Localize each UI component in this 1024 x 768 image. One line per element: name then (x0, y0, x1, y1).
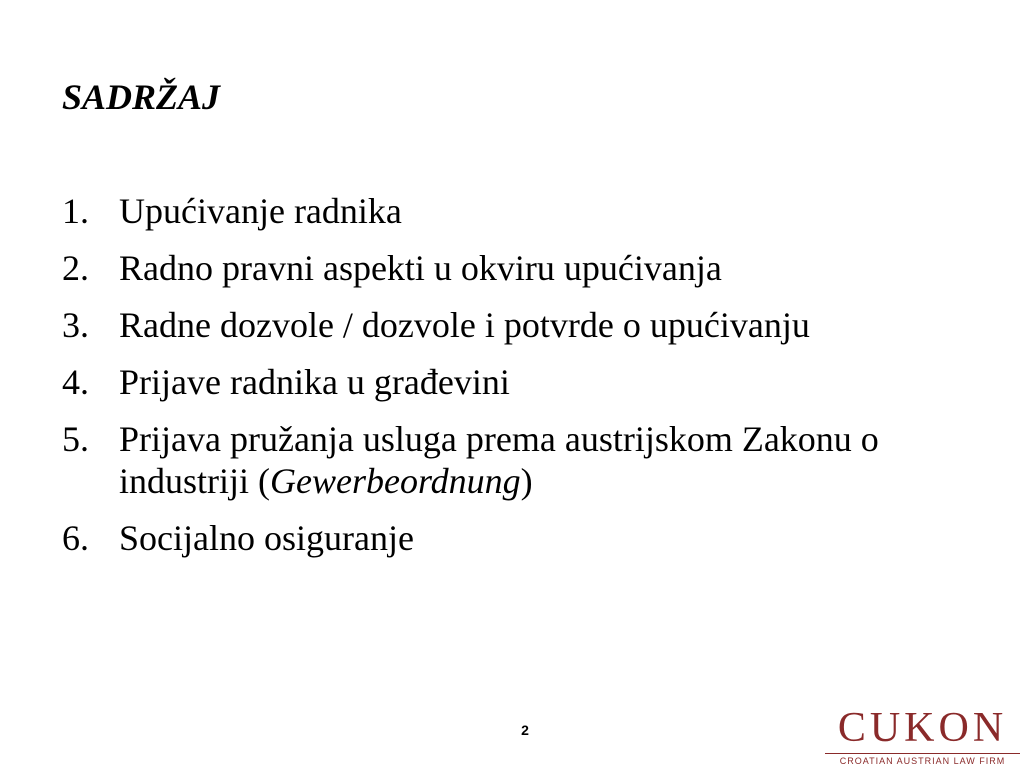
toc-item-number: 6. (62, 518, 89, 558)
toc-item-text: Radne dozvole / dozvole i potvrde o upućivanju (119, 305, 810, 345)
toc-item-number: 4. (62, 362, 89, 402)
toc-item-text: Socijalno osiguranje (119, 518, 414, 558)
logo-tagline: CROATIAN AUSTRIAN LAW FIRM (839, 756, 1006, 766)
logo-name: CUKON (837, 705, 1008, 751)
toc-item-5 (62, 418, 992, 502)
toc-item-number: 1. (62, 191, 89, 231)
toc-item-text: Upućivanje radnika (119, 191, 402, 231)
toc-item-6 (62, 517, 992, 559)
toc-item-text (119, 418, 992, 502)
page-number: 2 (521, 722, 529, 738)
toc-item-text-before: Prijava pružanja usluga prema austrijskom Zakonu o industriji ( (119, 419, 879, 501)
toc-item-text-italic: Gewerbeordnung (270, 461, 521, 501)
toc-item-2 (62, 247, 992, 289)
toc-item-number: 3. (62, 305, 89, 345)
table-of-contents (62, 190, 992, 574)
toc-item-number: 5. (62, 419, 89, 459)
toc-item-4 (62, 361, 992, 403)
toc-item-text: Prijave radnika u građevini (119, 362, 510, 402)
slide-title: SADRŽAJ (62, 77, 221, 117)
toc-item-1 (62, 190, 992, 232)
logo-divider (825, 753, 1020, 754)
toc-item-number: 2. (62, 248, 89, 288)
toc-item-3 (62, 304, 992, 346)
toc-item-text-after: ) (520, 461, 533, 501)
toc-item-text: Radno pravni aspekti u okviru upućivanja (119, 248, 722, 288)
cukon-logo (825, 706, 1020, 766)
